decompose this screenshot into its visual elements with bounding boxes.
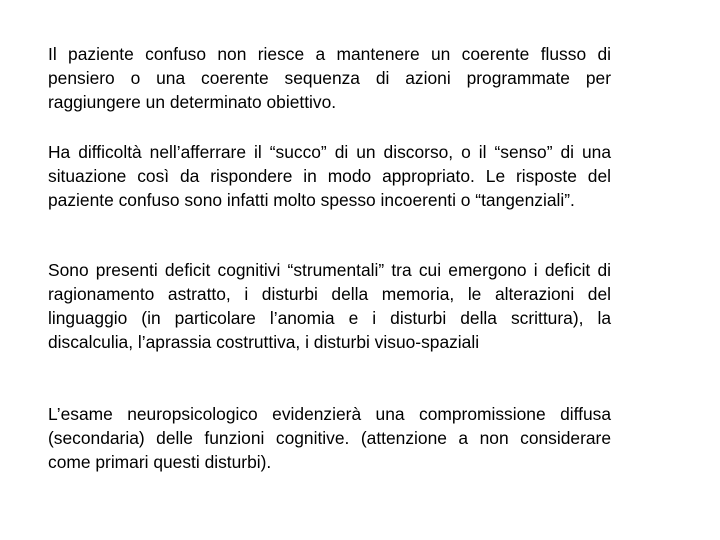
paragraph-difficulty-understanding: Ha difficoltà nell’afferrare il “succo” di un discorso, o il “senso” di una situazione così da rispondere in modo appropriato. Le risposte del paziente confuso sono infatti molto spesso incoerenti o “tangenziali”. bbox=[48, 142, 611, 210]
paragraph-neuropsychological-exam: L’esame neuropsicologico evidenzierà una compromissione diffusa (secondaria) delle funzioni cognitive. (attenzione a non considerare come primari questi disturbi). bbox=[48, 404, 611, 472]
paragraph-confused-patient: Il paziente confuso non riesce a mantenere un coerente flusso di pensiero o una coerente sequenza di azioni programmate per raggiungere un determinato obiettivo. bbox=[48, 44, 611, 112]
paragraph-cognitive-deficits: Sono presenti deficit cognitivi “strumentali” tra cui emergono i deficit di ragionamento astratto, i disturbi della memoria, le alterazioni del linguaggio (in particolare l’anomia e i disturbi della scrittura), la discalculia, l’aprassia costruttiva, i disturbi visuo-spaziali bbox=[48, 260, 611, 352]
